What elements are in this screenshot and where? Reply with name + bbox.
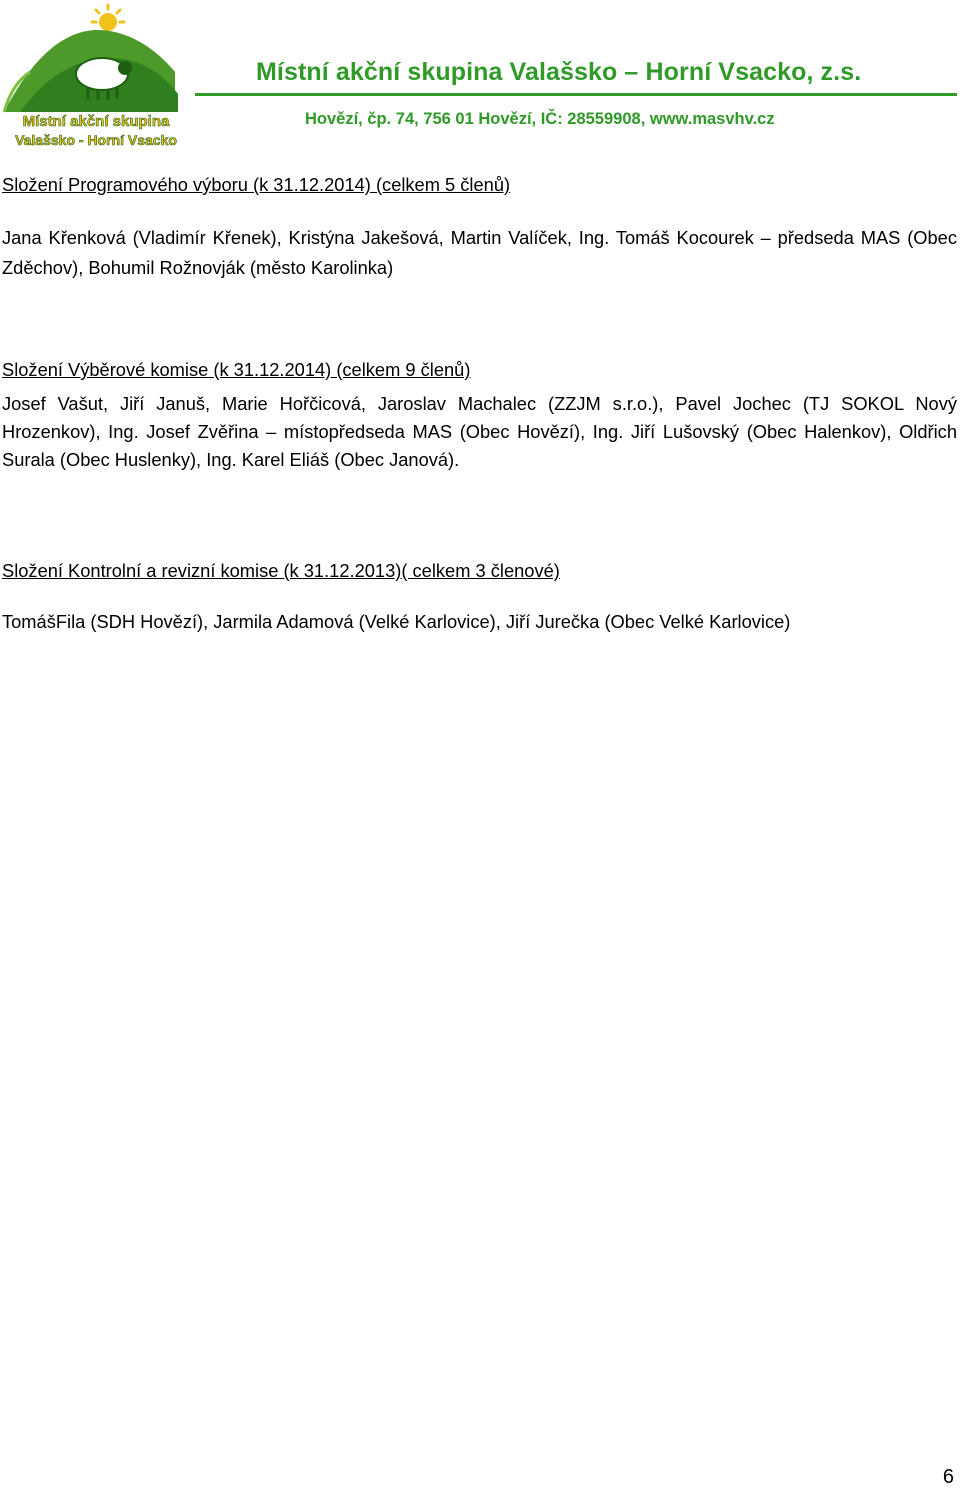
organization-name: Místní akční skupina Valašsko – Horní Vsacko, z.s. <box>256 58 862 86</box>
section-heading-audit-committee: Složení Kontrolní a revizní komise (k 31.12.2013)( celkem 3 členové) <box>2 560 560 581</box>
header-divider <box>195 93 957 96</box>
page-number: 6 <box>942 1466 954 1488</box>
section-heading-program-committee: Složení Programového výboru (k 31.12.2014) (celkem 5 členů) <box>2 174 511 195</box>
sun-icon <box>92 5 124 31</box>
logo-text-line1: Místní akční skupina <box>22 113 170 130</box>
logo-text-line2: Valašsko - Horní Vsacko <box>15 132 177 148</box>
section-text-selection-committee: Josef Vašut, Jiří Januš, Marie Hořčicová, Jaroslav Machalec (ZZJM s.r.o.), Pavel Jochec (TJ SOKOL Nový Hrozenkov), Ing. Josef Zvěřina – místopředseda MAS (Obec Hovězí), Ing. Jiří Lušovský (Obec Halenkov), Oldřich Surala (Obec Huslenky), Ing. Karel Eliáš (Obec Janová). <box>2 393 957 470</box>
page-header <box>0 0 960 155</box>
organization-contact: Hovězí, čp. 74, 756 01 Hovězí, IČ: 28559908, www.masvhv.cz <box>305 110 775 128</box>
section-text-audit-committee: TomášFila (SDH Hovězí), Jarmila Adamová (Velké Karlovice), Jiří Jurečka (Obec Velké Karlovice) <box>2 611 791 632</box>
section-text-program-committee: Jana Křenková (Vladimír Křenek), Kristýna Jakešová, Martin Valíček, Ing. Tomáš Kocourek – předseda MAS (Obec Zděchov), Bohumil Rožnovják (město Karolinka) <box>2 227 957 278</box>
section-heading-selection-committee: Složení Výběrové komise (k 31.12.2014) (celkem 9 členů) <box>2 359 471 380</box>
organization-logo <box>0 2 192 152</box>
